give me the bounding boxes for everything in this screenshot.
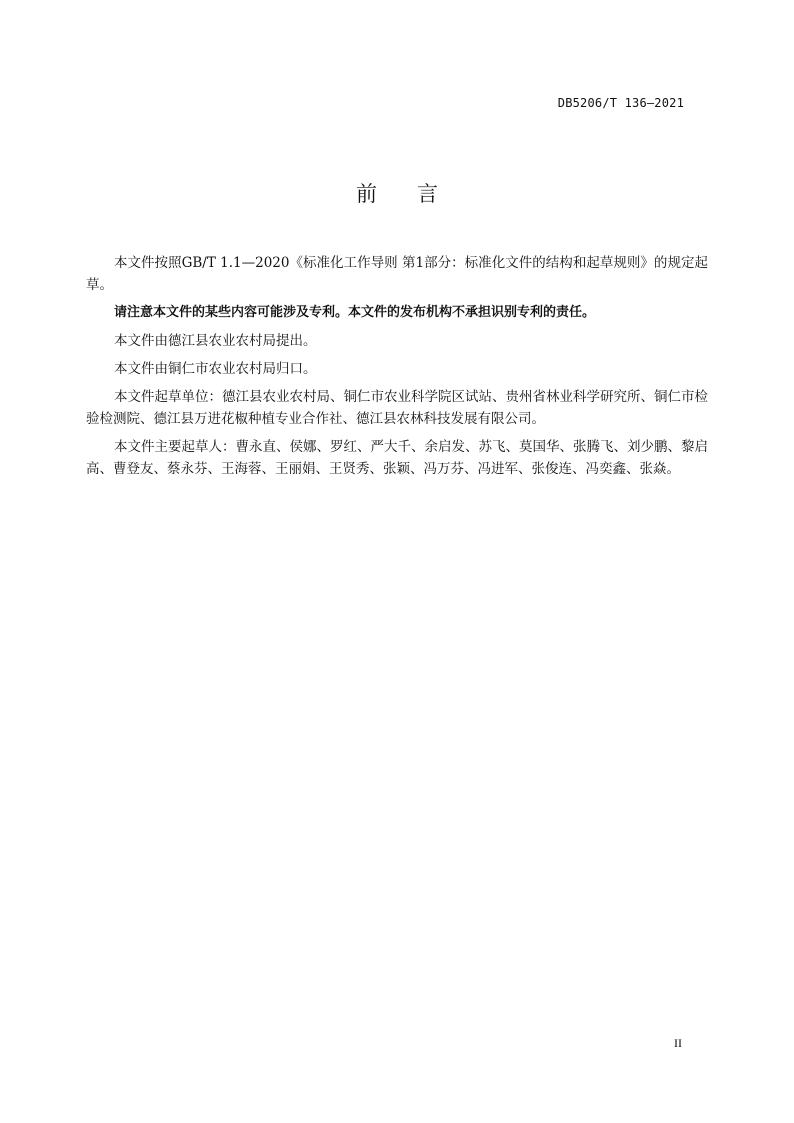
document-code: DB5206/T 136—2021 [557,96,684,110]
paragraph-patent-notice: 请注意本文件的某些内容可能涉及专利。本文件的发布机构不承担识别专利的责任。 [114,305,596,320]
paragraph-drafters: 本文件主要起草人：曹永直、侯娜、罗红、严大千、余启发、苏飞、莫国华、张腾飞、刘少鹏、黎启高、曹登友、蔡永芬、王海蓉、王丽娟、王贤秀、张颖、冯万芬、冯进军、张俊连、冯奕鑫、张焱。 [86,439,708,477]
paragraph-administrator: 本文件由铜仁市农业农村局归口。 [114,361,317,377]
paragraph-proposer: 本文件由德江县农业农村局提出。 [114,333,317,349]
paragraph-drafting-rules: 本文件按照GB/T 1.1—2020《标准化工作导则 第1部分：标准化文件的结构和起草规则》的规定起草。 [86,255,708,293]
page-title: 前言 [356,182,478,206]
foreword-body [86,252,708,486]
paragraph-drafting-units: 本文件起草单位：德江县农业农村局、铜仁市农业科学院区试站、贵州省林业科学研究所、铜仁市检验检测院、德江县万进花椒种植专业合作社、德江县农林科技发展有限公司。 [86,389,708,427]
page-number: II [674,1036,682,1050]
